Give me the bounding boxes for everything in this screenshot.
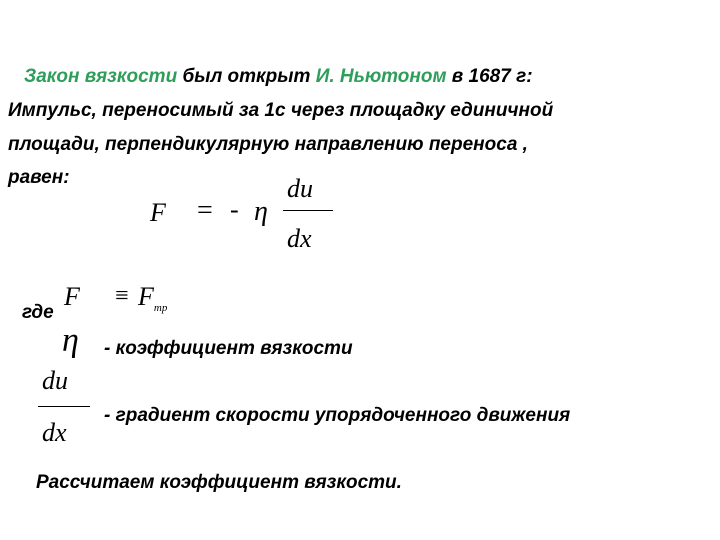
where-eta-symbol: η [62, 322, 79, 359]
formula-minus: - [230, 195, 239, 224]
intro-line [24, 64, 533, 90]
formula-numerator: du [287, 174, 313, 203]
f-tr-letter: F [138, 282, 154, 311]
gradient-numerator: du [42, 366, 68, 395]
where-f-tr [138, 282, 167, 312]
formula-lhs: F [150, 198, 166, 227]
gradient-denominator: dx [42, 418, 67, 447]
paragraph-line-1: Импульс, переносимый за 1с через площадку единичной [8, 100, 554, 121]
conclusion-text: Рассчитаем коэффициент вязкости. [36, 472, 402, 493]
where-f-symbol: F [64, 282, 80, 311]
eta-description: - коэффициент вязкости [104, 338, 353, 359]
formula-fraction-bar [283, 210, 333, 211]
paragraph-line-2: площади, перпендикулярную направлению переноса , [8, 134, 528, 155]
newton-name: И. Ньютоном [315, 66, 447, 87]
formula-equals: = [197, 195, 213, 226]
intro-year: в 1687 г: [446, 66, 533, 87]
intro-text-1: был открыт [177, 66, 316, 87]
gradient-fraction-bar [38, 406, 90, 407]
law-name: Закон вязкости [24, 66, 178, 87]
formula-denominator: dx [287, 224, 312, 253]
where-label: где [22, 302, 54, 323]
formula-eta: η [254, 196, 268, 227]
f-tr-subscript: тр [153, 302, 168, 314]
paragraph-line-3: равен: [8, 167, 70, 188]
gradient-description: - градиент скорости упорядоченного движения [104, 405, 571, 426]
where-equiv: ≡ [115, 283, 129, 309]
